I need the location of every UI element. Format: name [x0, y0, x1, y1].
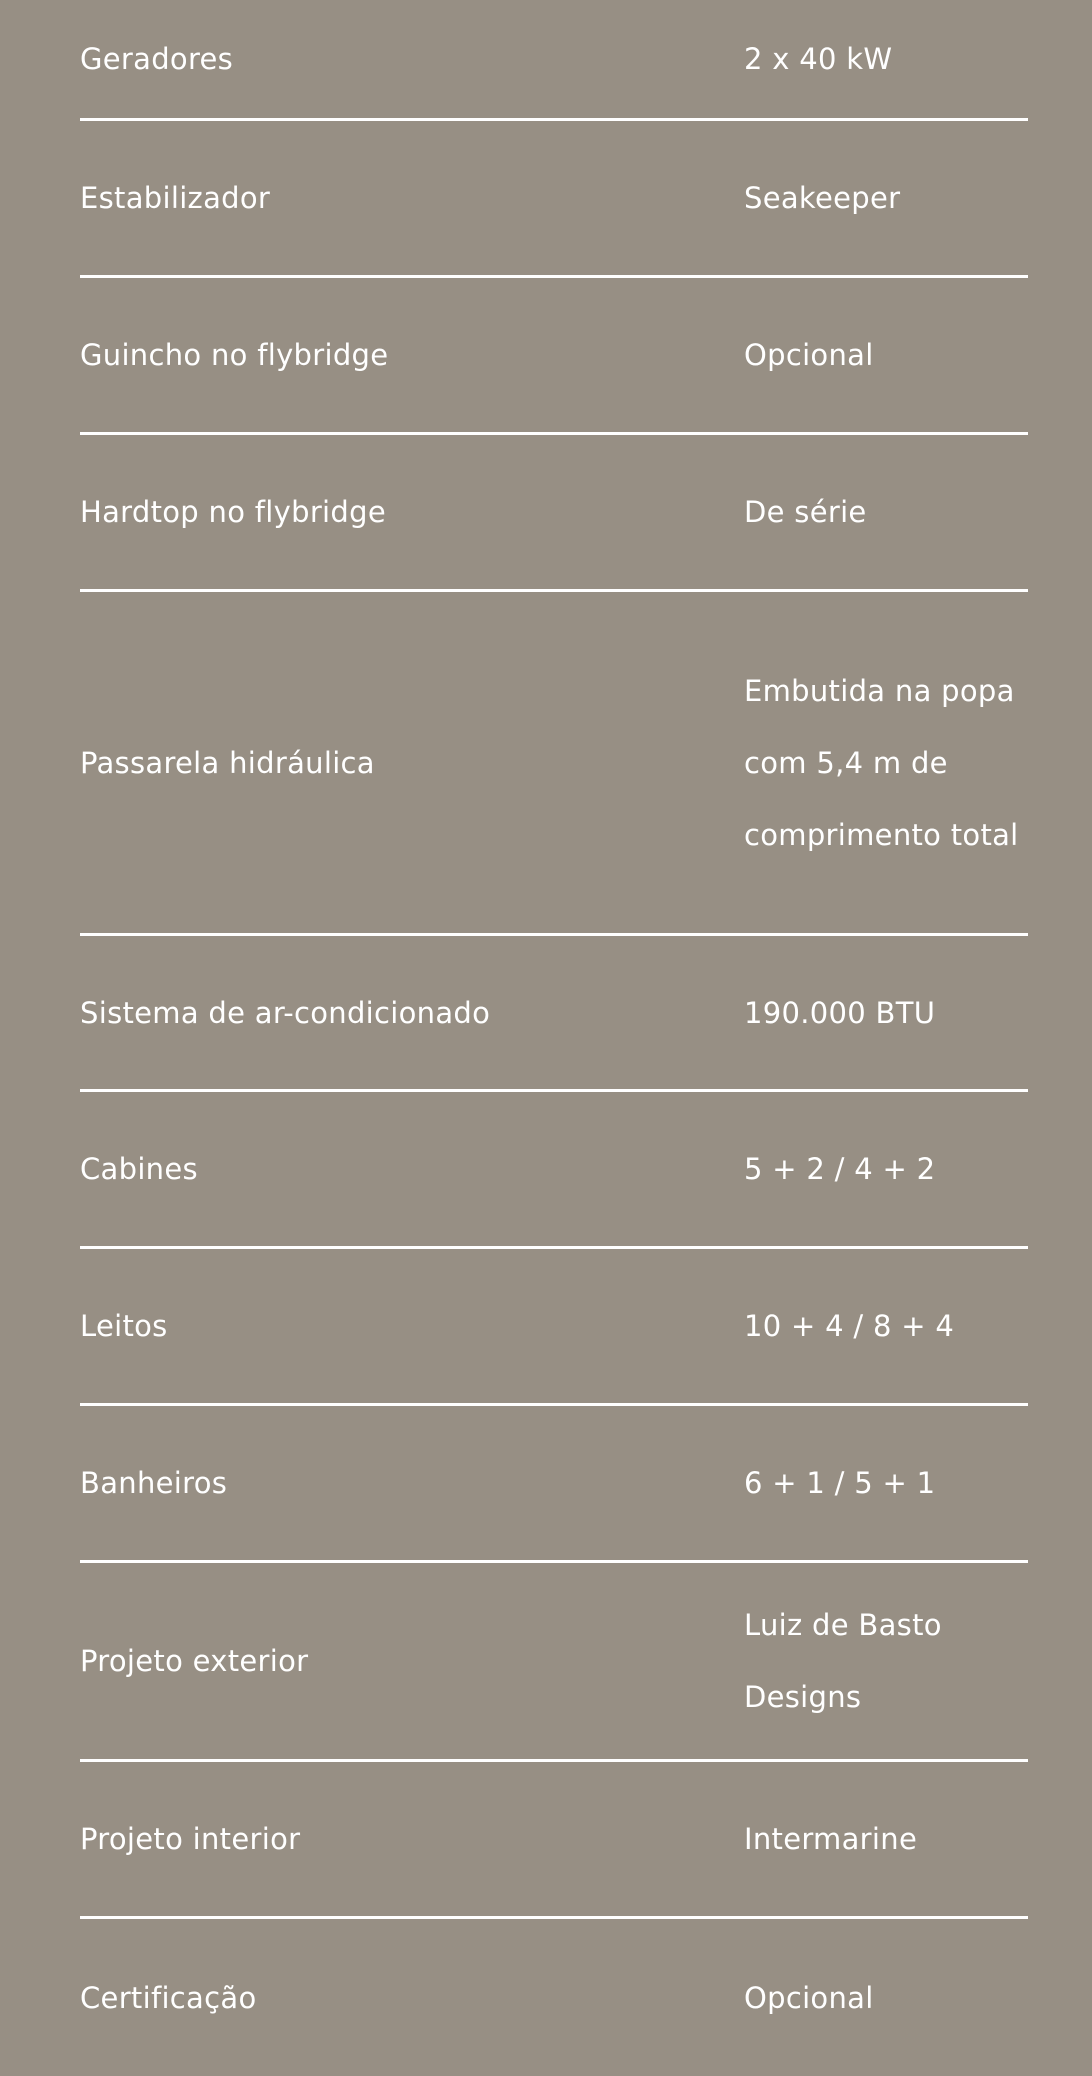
spec-row-passarela: [80, 592, 1028, 936]
spec-row-estabilizador: [80, 121, 1028, 278]
spec-label: Banheiros: [80, 1466, 228, 1500]
spec-label: Certificação: [80, 1980, 257, 2015]
spec-value: 5 + 2 / 4 + 2: [744, 1152, 936, 1186]
spec-value: 10 + 4 / 8 + 4: [744, 1309, 955, 1343]
spec-value: Embutida na popa com 5,4 m de comprimento total: [744, 673, 1019, 852]
spec-row-hardtop: [80, 435, 1028, 592]
spec-row-geradores: [80, 0, 1028, 121]
spec-row-guincho: [80, 278, 1028, 435]
spec-table: [80, 0, 1028, 2076]
spec-value: Luiz de Basto Designs: [744, 1608, 942, 1714]
spec-value: 2 x 40 kW: [744, 41, 893, 76]
spec-value: 190.000 BTU: [744, 995, 936, 1030]
spec-label: Sistema de ar-condicionado: [80, 995, 491, 1030]
spec-label: Guincho no flybridge: [80, 338, 389, 372]
spec-row-leitos: [80, 1249, 1028, 1406]
spec-label: Estabilizador: [80, 181, 271, 215]
spec-label: Leitos: [80, 1309, 168, 1343]
spec-label: Hardtop no flybridge: [80, 495, 386, 529]
spec-label: Projeto interior: [80, 1822, 301, 1856]
spec-value: De série: [744, 495, 867, 529]
spec-row-projeto-exterior: [80, 1563, 1028, 1762]
spec-label: Projeto exterior: [80, 1644, 309, 1678]
spec-label: Cabines: [80, 1152, 198, 1186]
spec-value: Seakeeper: [744, 181, 901, 215]
spec-row-ar-condicionado: [80, 936, 1028, 1092]
spec-row-projeto-interior: [80, 1762, 1028, 1919]
spec-row-banheiros: [80, 1406, 1028, 1563]
spec-row-cabines: [80, 1092, 1028, 1249]
spec-label: Geradores: [80, 41, 234, 76]
spec-label: Passarela hidráulica: [80, 745, 375, 780]
spec-value: Opcional: [744, 1980, 874, 2015]
spec-row-certificacao: [80, 1919, 1028, 2076]
spec-value: Intermarine: [744, 1822, 918, 1856]
spec-value: 6 + 1 / 5 + 1: [744, 1466, 936, 1500]
spec-value: Opcional: [744, 338, 874, 372]
